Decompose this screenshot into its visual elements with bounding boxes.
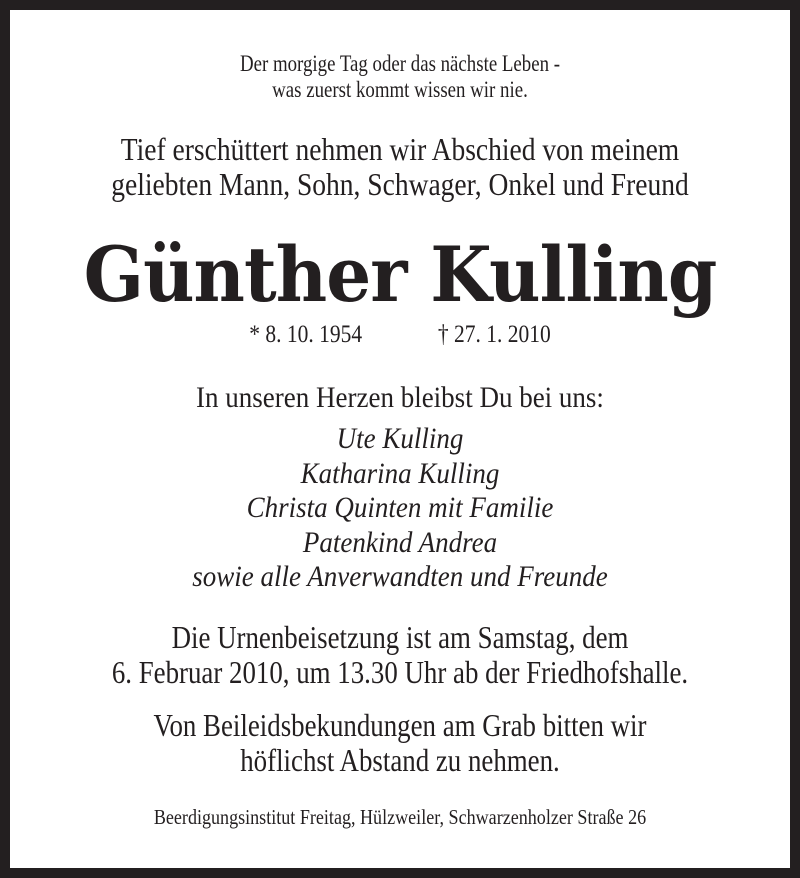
mourner-2: Katharina Kulling xyxy=(300,457,500,490)
mourner-4: Patenkind Andrea xyxy=(302,526,498,559)
obituary-notice xyxy=(10,10,790,868)
condolences-line-2: höflichst Abstand zu nehmen. xyxy=(240,742,560,778)
intro-line-1: Tief erschüttert nehmen wir Abschied von meinem xyxy=(120,131,680,167)
intro-line-2: geliebten Mann, Sohn, Schwager, Onkel und Freund xyxy=(111,166,689,202)
funeral-line-2: 6. Februar 2010, um 13.30 Uhr ab der Friedhofshalle. xyxy=(111,654,689,690)
mourner-5: sowie alle Anverwandten und Freunde xyxy=(192,560,608,593)
mourner-1: Ute Kulling xyxy=(336,422,464,455)
birth-date: * 8. 10. 1954 xyxy=(249,321,363,348)
heart-line: In unseren Herzen bleibst Du bei uns: xyxy=(196,381,604,414)
condolences-line-1: Von Beileidsbekundungen am Grab bitten wir xyxy=(153,707,647,743)
death-date: † 27. 1. 2010 xyxy=(437,321,551,348)
mourner-3: Christa Quinten mit Familie xyxy=(246,491,554,524)
deceased-name: Günther Kulling xyxy=(83,230,717,319)
motto-line-2: was zuerst kommt wissen wir nie. xyxy=(272,77,528,102)
funeral-line-1: Die Urnenbeisetzung ist am Samstag, dem xyxy=(171,619,629,655)
life-dates xyxy=(65,320,736,350)
funeral-home: Beerdigungsinstitut Freitag, Hülzweiler, Schwarzenholzer Straße 26 xyxy=(153,805,647,829)
motto-line-1: Der morgige Tag oder das nächste Leben - xyxy=(239,51,561,76)
